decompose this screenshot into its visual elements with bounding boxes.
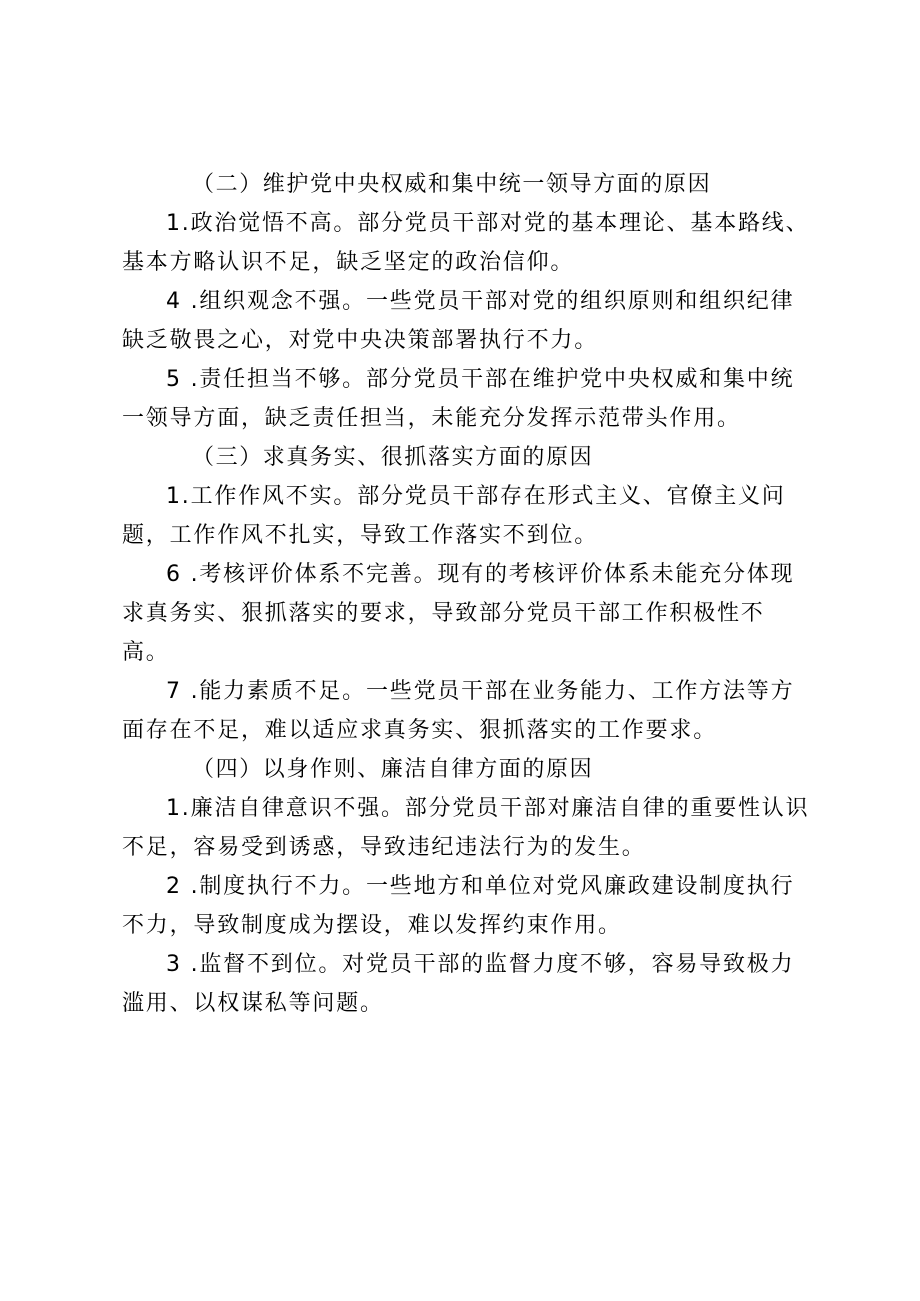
paragraph-supervision: 3 .监督不到位。对党员干部的监督力度不够，容易导致极力滥用、以权谋私等问题。 (122, 952, 795, 1016)
document-body (122, 165, 812, 1023)
section-heading-3: （三）求真务实、很抓落实方面的原因 (192, 445, 594, 470)
section-heading-4: （四）以身作则、廉洁自律方面的原因 (192, 757, 594, 782)
section-heading-2: （二）维护党中央权威和集中统一领导方面的原因 (192, 172, 712, 197)
paragraph-organization-concept: 4 .组织观念不强。一些党员干部对党的组织原则和组织纪律缺乏敬畏之心，对党中央决策部署执行不力。 (122, 289, 795, 353)
paragraph-system-execution: 2 .制度执行不力。一些地方和单位对党风廉政建设制度执行不力，导致制度成为摆设，难以发挥约束作用。 (122, 874, 795, 938)
paragraph-responsibility: 5 .责任担当不够。部分党员干部在维护党中央权威和集中统一领导方面，缺乏责任担当，未能充分发挥示范带头作用。 (122, 367, 795, 431)
paragraph-work-style: 1.工作作风不实。部分党员干部存在形式主义、官僚主义问题，工作作风不扎实，导致工作落实不到位。 (122, 484, 786, 548)
paragraph-integrity-awareness: 1.廉洁自律意识不强。部分党员干部对廉洁自律的重要性认识不足，容易受到诱惑，导致违纪违法行为的发生。 (122, 796, 810, 860)
paragraph-evaluation-system: 6 .考核评价体系不完善。现有的考核评价体系未能充分体现求真务实、狠抓落实的要求，导致部分党员干部工作积极性不高。 (122, 562, 795, 665)
paragraph-capability: 7 .能力素质不足。一些党员干部在业务能力、工作方法等方面存在不足，难以适应求真务实、狠抓落实的工作要求。 (122, 679, 795, 743)
paragraph-political-awareness: 1.政治觉悟不高。部分党员干部对党的基本理论、基本路线、基本方略认识不足，缺乏坚定的政治信仰。 (122, 211, 810, 275)
